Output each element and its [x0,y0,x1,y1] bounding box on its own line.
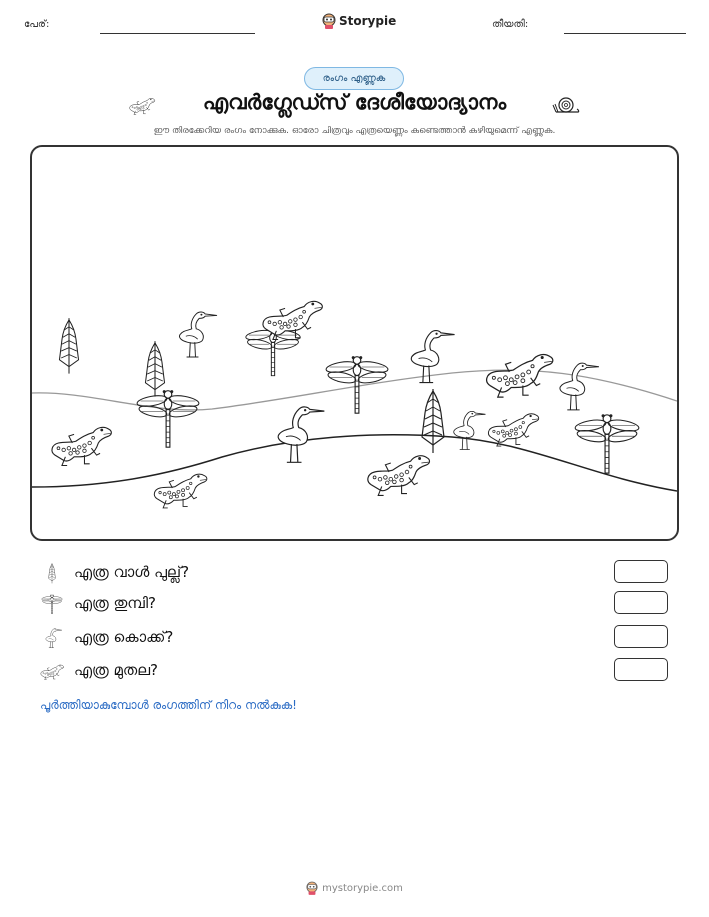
heron [278,407,324,462]
scene-illustration [32,147,677,539]
storypie-logo [322,13,396,29]
question-text: എത്ര മുതല? [74,661,158,679]
brand-name: Storypie [339,14,397,28]
answer-box-heron[interactable] [614,625,668,648]
coloring-prompt: പൂർത്തിയാകുമ്പോൾ രംഗത്തിന് നിറം നൽകുക! [40,698,297,712]
snail-icon [552,94,580,116]
dragonfly [574,414,639,473]
alligator [488,414,538,446]
answer-box-dragonfly[interactable] [614,591,668,614]
sawgrass [145,341,164,396]
question-text: എത്ര തുമ്പി? [74,594,156,612]
instructions-text: ഈ തിരക്കേറിയ രംഗം നോക്കുക. ഓരോ ചിത്രവും എത്രയെണ്ണം കണ്ടെത്താൻ കഴിയുമെന്ന് എണ്ണുക. [153,126,556,136]
page-title: എവർഗ്ലേഡ്സ് ദേശീയോദ്യാനം [202,90,507,114]
date-label: തീയതി: [492,19,529,30]
heron [180,312,218,357]
activity-type-badge: രംഗം എണ്ണുക [304,67,404,90]
question-row-heron [38,625,678,651]
heron [454,411,486,449]
sawgrass [59,318,78,373]
alligator [52,427,111,465]
sawgrass-icon [38,562,66,584]
sawgrass [422,389,444,453]
date-line[interactable] [564,33,686,34]
alligator [154,474,207,508]
alligator [368,456,430,496]
dragonfly [325,356,388,413]
heron [560,363,599,410]
answer-box-alligator[interactable] [614,658,668,681]
storypie-mascot-icon [322,13,336,29]
footer [0,881,709,895]
dragonfly-icon [38,593,66,615]
ground-line [32,435,677,491]
question-text: എത്ര വാൾ പുല്ല്? [74,563,190,581]
name-label: പേര്: [24,19,50,30]
answer-box-sawgrass[interactable] [614,560,668,583]
counting-scene [30,145,679,541]
storypie-mascot-icon [306,881,318,895]
question-row-alligator [38,658,678,684]
footer-url[interactable]: mystorypie.com [322,882,403,894]
alligator [487,355,553,398]
name-line[interactable] [100,33,255,34]
question-text: എത്ര കൊക്ക്? [74,628,174,646]
question-row-sawgrass [38,560,678,586]
dragonfly [136,390,199,447]
question-row-dragonfly [38,591,678,617]
alligator-icon [38,660,66,682]
heron-icon [38,627,66,649]
